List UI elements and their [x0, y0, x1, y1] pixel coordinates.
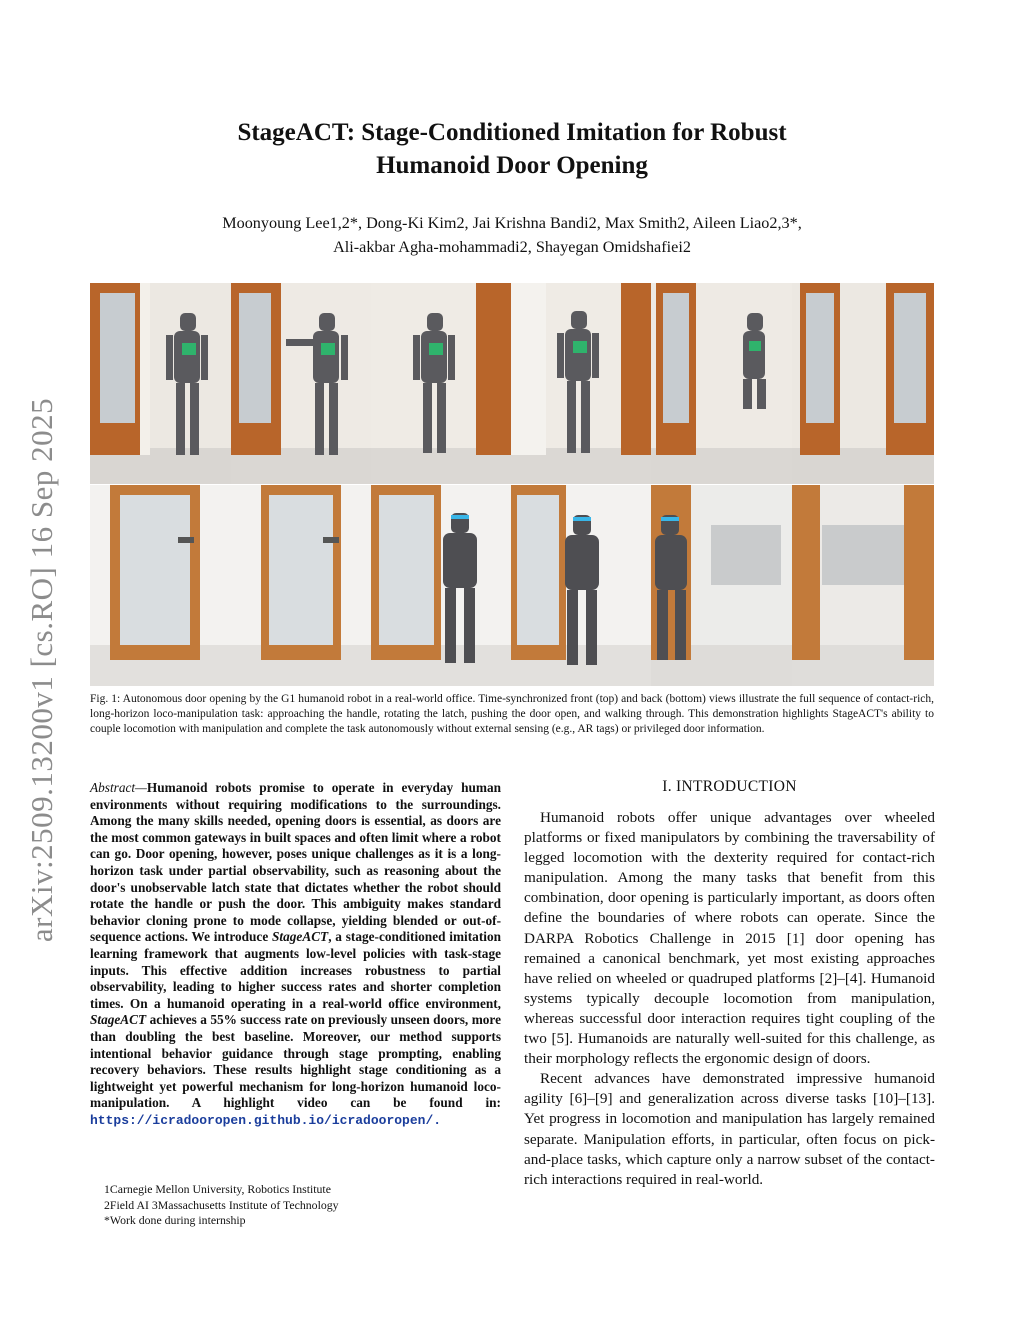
introduction-body	[524, 808, 935, 1190]
front-view-frame-5	[651, 283, 792, 484]
abstract-method-name-1: StageACT	[272, 929, 329, 945]
authors-line-2: Ali-akbar Agha-mohammadi2, Shayegan Omidshafiei2	[333, 238, 691, 256]
front-view-frame-6	[792, 283, 934, 484]
back-view-frame-1	[90, 485, 231, 686]
abstract-text-1: Humanoid robots promise to operate in everyday human environments without requiring modifications to the surroundings. Among the many skills needed, opening doors is essential, as doors are the most common gateways in built spaces and often limit where a robot can go. Door opening, however, poses unique challenges as it is a long-horizon task under partial observability, such as reasoning about the door's unobservable latch state that dictates whether the robot should rotate the handle or push the door. This ambiguity makes standard behavior cloning prone to mode collapse, yielding blended or out-of-sequence actions. We introduce	[90, 780, 501, 945]
footnote-2: 2Field AI 3Massachusetts Institute of Technology	[104, 1197, 339, 1212]
abstract-text-2: , a stage-conditioned imitation learning framework that augments low-level policies with task-stage inputs. This effective addition increases robustness to partial observability, leading to higher success rates and shorter completion times. On a humanoid operating in a real-world office environment,	[90, 929, 501, 1011]
abstract	[90, 780, 501, 1129]
back-view-frame-3	[371, 485, 511, 686]
abstract-text-3: achieves a 55% success rate on previously unseen doors, more than doubling the best baseline. Moreover, our method supports intentional behavior guidance through stage prompting, enabling recovery behaviors. These results highlight stage conditioning as a lightweight yet powerful mechanism for long-horizon humanoid loco-manipulation. A highlight video can be found in:	[90, 1012, 501, 1111]
project-url-link[interactable]: https://icradooropen.github.io/icradooropen/.	[90, 1112, 442, 1128]
footnote-1: 1Carnegie Mellon University, Robotics Institute	[104, 1182, 331, 1196]
back-view-frame-2	[231, 485, 371, 686]
front-view-frame-4	[511, 283, 651, 484]
title-line-1: StageACT: Stage-Conditioned Imitation for Robust	[237, 119, 787, 146]
intro-paragraph-1: Humanoid robots offer unique advantages over wheeled platforms or fixed manipulators by combining the traversability of legged locomotion with the dexterity required for contact-rich manipulation. Among the many tasks that benefit from this combination, door opening is particularly important, as doors often define the boundaries of where robots can operate. Since the DARPA Robotics Challenge in 2015 [1] door opening has remained a canonical benchmark, yet most existing approaches have relied on wheeled or quadruped platforms [2]–[4]. Humanoid systems typically decouple locomotion from manipulation, whereas successful door interaction requires tight coupling of the two [5]. Humanoids are naturally well-suited for this challenge, as their morphology reflects the ergonomic design of doors.	[524, 809, 935, 1068]
intro-paragraph-2: Recent advances have demonstrated impressive humanoid agility [6]–[9] and generalization across diverse tasks [10]–[13]. Yet progress in locomotion and manipulation has largely remained separate. Manipulation efforts, in particular, often focus on pick-and-place tasks, which capture only a narrow subset of the contact-rich interactions required in real-world.	[524, 1070, 935, 1188]
footnote-3: *Work done during internship	[104, 1213, 246, 1227]
figure-caption: Fig. 1: Autonomous door opening by the G1 humanoid robot in a real-world office. Time-synchronized front (top) and back (bottom) views illustrate the full sequence of contact-rich, long-horizon loco-manipulation task: approaching the handle, rotating the latch, pushing the door open, and walking through. This demonstration highlights StageACT's ability to couple locomotion with manipulation and complete the task autonomously without external sensing (e.g., AR tags) or privileged door information.	[90, 693, 934, 735]
back-view-frame-6	[792, 485, 934, 686]
footnotes	[104, 1182, 504, 1229]
paper-title	[150, 116, 874, 182]
authors-line-1: Moonyoung Lee1,2*, Dong-Ki Kim2, Jai Krishna Bandi2, Max Smith2, Aileen Liao2,3*,	[222, 214, 802, 232]
arxiv-side-stamp: arXiv:2509.13200v1 [cs.RO] 16 Sep 2025	[24, 397, 59, 943]
abstract-lead: Abstract—	[90, 780, 147, 795]
front-view-frame-1	[90, 283, 231, 484]
front-view-frame-3	[371, 283, 511, 484]
section-heading-introduction: I. INTRODUCTION	[662, 778, 797, 795]
title-line-2: Humanoid Door Opening	[376, 152, 648, 179]
back-view-frame-5	[651, 485, 792, 686]
front-view-frame-2	[231, 283, 371, 484]
figure-1-image-grid	[90, 283, 934, 686]
back-view-frame-4	[511, 485, 651, 686]
author-list	[120, 211, 904, 259]
abstract-method-name-2: StageACT	[90, 1012, 147, 1028]
